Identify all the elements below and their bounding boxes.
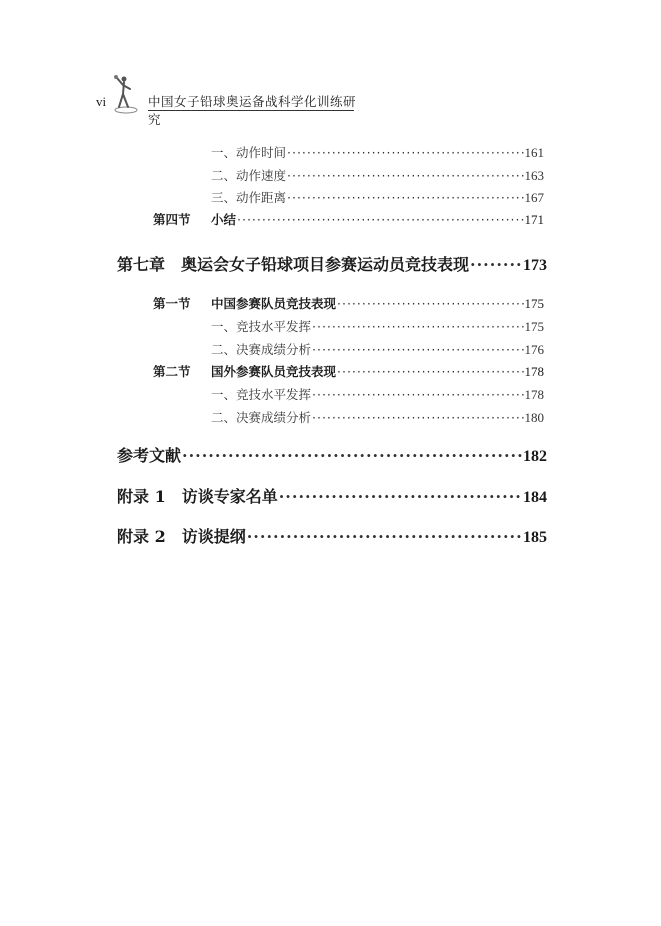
toc-entry-page: 171 xyxy=(524,212,544,227)
toc-entry-page: 175 xyxy=(524,296,544,311)
chapter-number: 第七章 xyxy=(117,255,166,274)
toc-chapter-entry[interactable] xyxy=(117,524,547,547)
leader-dots xyxy=(312,342,523,357)
toc-section-entry[interactable] xyxy=(153,362,544,380)
toc-entry[interactable] xyxy=(211,408,544,426)
toc-entry-page: 163 xyxy=(524,168,544,183)
appendix-number: 附录 1 xyxy=(117,487,166,506)
toc-entry-page: 167 xyxy=(524,190,544,205)
toc-entry-page: 185 xyxy=(523,529,547,546)
toc-entry[interactable] xyxy=(211,317,544,335)
toc-entry-page: 175 xyxy=(524,319,544,334)
toc-entry-label: 二、动作速度 xyxy=(211,168,287,183)
leader-dots xyxy=(287,190,523,205)
toc-entry-page: 180 xyxy=(524,410,544,425)
toc-chapter-entry[interactable] xyxy=(117,443,547,466)
leader-dots xyxy=(470,255,522,274)
toc-entry-page: 184 xyxy=(523,489,547,506)
book-title: 中国女子铅球奥运备战科学化训练研究 xyxy=(148,94,357,127)
leader-dots xyxy=(237,212,523,227)
toc-entry-label: 国外参赛队员竞技表现 xyxy=(211,364,337,379)
toc-entry-page: 173 xyxy=(523,257,547,274)
appendix-number: 附录 2 xyxy=(117,527,166,546)
toc-chapter-entry[interactable] xyxy=(117,252,547,275)
leader-dots xyxy=(337,296,523,311)
toc-entry-label: 一、竞技水平发挥 xyxy=(211,319,312,334)
toc-entry-page: 161 xyxy=(524,145,544,160)
toc-entry-label: 参考文献 xyxy=(117,446,182,465)
toc-entry-page: 176 xyxy=(524,342,544,357)
toc-entry-label: 小结 xyxy=(211,212,237,227)
toc-entry[interactable] xyxy=(211,385,544,403)
leader-dots xyxy=(287,168,523,183)
toc-entry-label: 二、决赛成绩分析 xyxy=(211,342,312,357)
toc-entry-label: 一、竞技水平发挥 xyxy=(211,387,312,402)
leader-dots xyxy=(312,319,523,334)
page-number: vi xyxy=(96,94,107,109)
toc-entry[interactable] xyxy=(211,166,544,184)
leader-dots xyxy=(247,527,522,546)
leader-dots xyxy=(287,145,523,160)
toc-entry[interactable] xyxy=(211,340,544,358)
toc-section-entry[interactable] xyxy=(153,210,544,228)
toc-entry-label: 一、动作时间 xyxy=(211,145,287,160)
toc-entry-page: 182 xyxy=(523,448,547,465)
leader-dots xyxy=(182,446,522,465)
section-number: 第四节 xyxy=(153,212,191,227)
section-number: 第二节 xyxy=(153,364,191,379)
toc-entry-label: 奥运会女子铅球项目参赛运动员竞技表现 xyxy=(181,255,470,274)
leader-dots xyxy=(337,364,523,379)
toc-entry-page: 178 xyxy=(524,364,544,379)
toc-entry-label: 访谈提纲 xyxy=(181,527,246,546)
toc-entry-page: 178 xyxy=(524,387,544,402)
toc-chapter-entry[interactable] xyxy=(117,484,547,507)
toc-entry-label: 访谈专家名单 xyxy=(181,487,278,506)
leader-dots xyxy=(312,387,523,402)
toc-entry-label: 三、动作距离 xyxy=(211,190,287,205)
toc-entry-label: 中国参赛队员竞技表现 xyxy=(211,296,337,311)
toc-section-entry[interactable] xyxy=(153,294,544,312)
leader-dots xyxy=(279,487,522,506)
toc-entry[interactable] xyxy=(211,188,544,206)
toc-entry-label: 二、决赛成绩分析 xyxy=(211,410,312,425)
section-number: 第一节 xyxy=(153,296,191,311)
toc-entry[interactable] xyxy=(211,143,544,161)
leader-dots xyxy=(312,410,523,425)
